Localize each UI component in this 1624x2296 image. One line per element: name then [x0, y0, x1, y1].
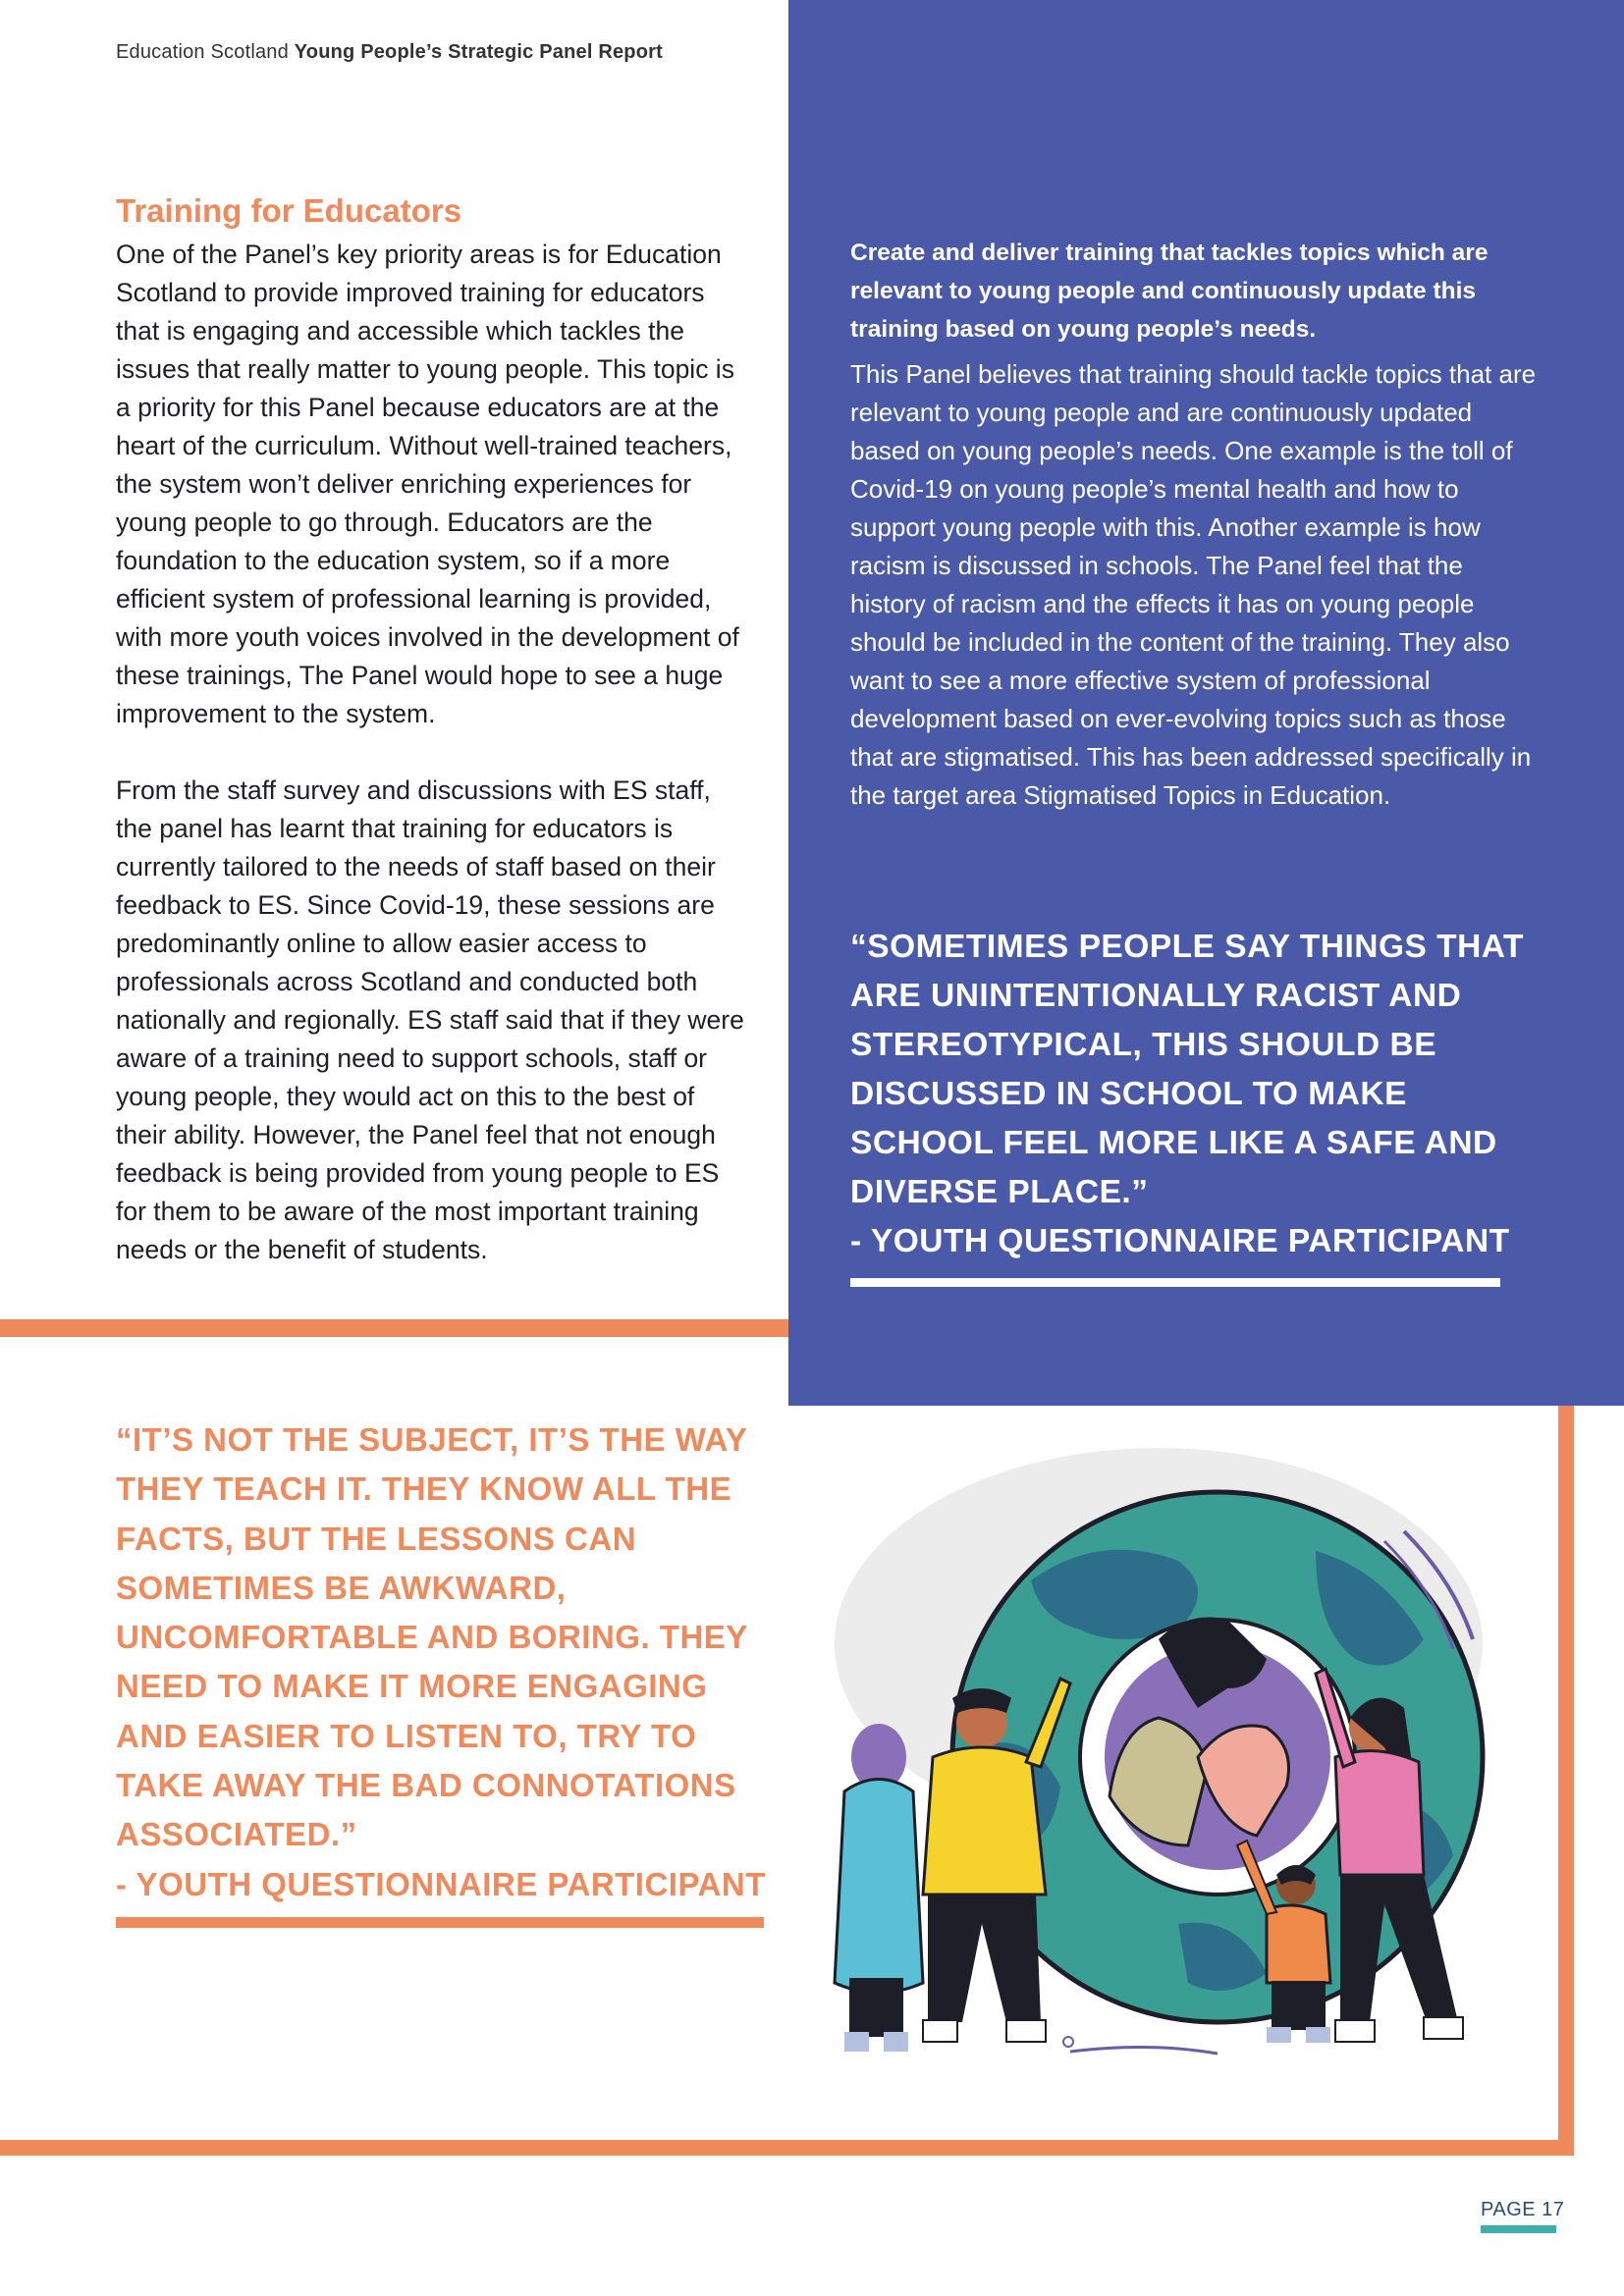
- ground-swirl: [1070, 2047, 1218, 2054]
- recommendation-lead: Create and deliver training that tackles topics which are relevant to young people and continuously update this training based on young people’s needs.: [850, 240, 1489, 343]
- running-header: [116, 41, 663, 64]
- body-paragraph: One of the Panel’s key priority areas is for Education Scotland to provide improved training for educators that is engaging and accessible which tackles the issues that really matter to young people. This topic is a priority for this Panel because educators are at the heart of the curriculum. Without well-trained teachers, the system won’t deliver enriching experiences for young people to go through. Educators are the foundation to the education system, so if a more efficient system of professional learning is provided, with more youth voices involved in the development of these trainings, The Panel would hope to see a huge improvement to the system.: [116, 240, 739, 728]
- ground-dot: [1063, 2037, 1073, 2047]
- divider-orange: [0, 1319, 788, 1337]
- recommendation-body: This Panel believes that training should tackle topics that are relevant to young people and are continuously updated based on young people’s needs. One example is the toll of Covid-19 on young people’s mental health and how to support young people with this. Another example is how racism is discussed in schools. The Panel feel that the history of racism and the effects it has on young people should be included in the content of the training. They also want to see a more effective system of professional development based on ever-evolving topics such as those that are stigmatised. This has been addressed specifically in the target area Stigmatised Topics in Education.: [850, 359, 1537, 810]
- globe-people-illustration: [805, 1433, 1492, 2110]
- pull-quote-orange: [116, 1415, 784, 1909]
- section-title: Training for Educators: [116, 192, 462, 229]
- section-body: [116, 236, 744, 1308]
- body-paragraph: From the staff survey and discussions with ES staff, the panel has learnt that training for educators is currently tailored to the needs of staff based on their feedback to ES. Since Covid-19, these sessions are predominantly online to allow easier access to professionals across Scotland and conducted both nationally and regionally. ES staff said that if they were aware of a training need to support schools, staff or young people, they would act on this to the best of their ability. However, the Panel feel that not enough feedback is being provided from young people to ES for them to be aware of the most important training needs or the benefit of students.: [116, 775, 744, 1264]
- quote-attribution: - YOUTH QUESTIONNAIRE PARTICIPANT: [850, 1223, 1510, 1259]
- header-report-title: Young People’s Strategic Panel Report: [294, 41, 663, 63]
- quote-text: “IT’S NOT THE SUBJECT, IT’S THE WAY THEY TEACH IT. THEY KNOW ALL THE FACTS, BUT THE LESSONS CAN SOMETIMES BE AWKWARD, UNCOMFORTABLE AND BORING. THEY NEED TO MAKE IT MORE ENGAGING AND EASIER TO LISTEN TO, TRY TO TAKE AWAY THE BAD CONNOTATIONS ASSOCIATED.”: [116, 1421, 748, 1853]
- quote-attribution: - YOUTH QUESTIONNAIRE PARTICIPANT: [116, 1865, 766, 1902]
- page-number: PAGE 17: [1481, 2199, 1565, 2220]
- quote-underline: [850, 1278, 1500, 1287]
- quote-text: “SOMETIMES PEOPLE SAY THINGS THAT ARE UNINTENTIONALLY RACIST AND STEREOTYPICAL, THIS SHOULD BE DISCUSSED IN SCHOOL TO MAKE SCHOOL FEEL MORE LIKE A SAFE AND DIVERSE PLACE.”: [850, 929, 1524, 1210]
- person-hijab: [835, 1724, 923, 2052]
- frame-orange-vertical: [1558, 1406, 1574, 2156]
- frame-orange-bottom: [0, 2140, 1574, 2156]
- pull-quote-blue: [850, 923, 1538, 1266]
- header-org: Education Scotland: [116, 41, 289, 63]
- quote-underline-orange: [116, 1917, 764, 1928]
- page-number-underline: [1481, 2225, 1556, 2233]
